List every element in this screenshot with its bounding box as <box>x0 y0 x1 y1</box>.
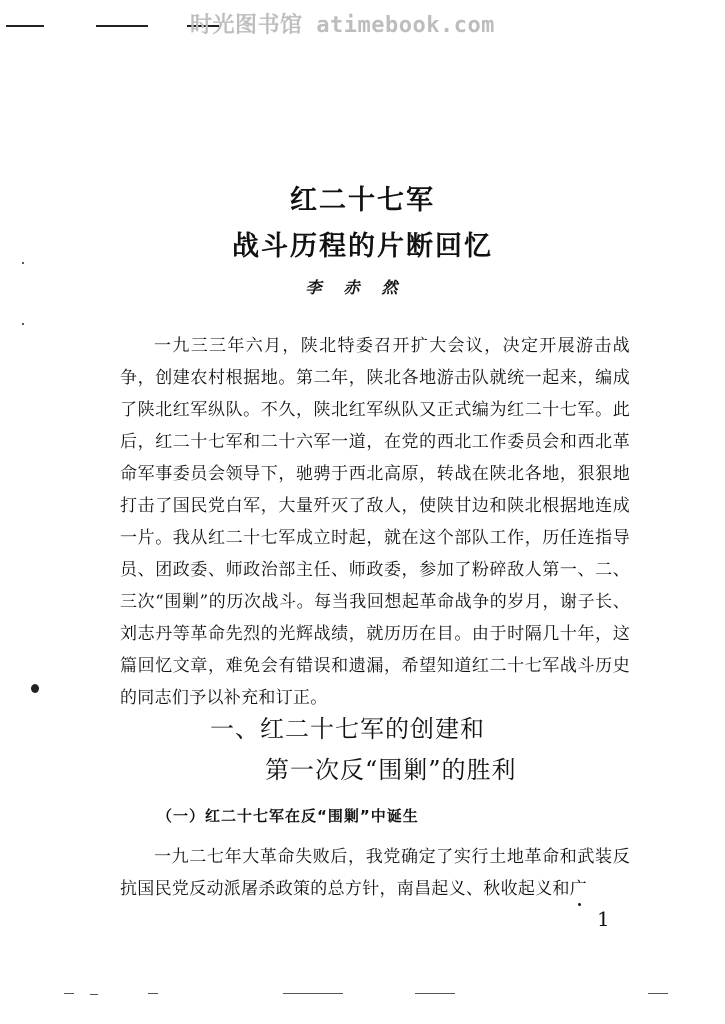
page-number: 1 <box>597 907 610 931</box>
scan-speck <box>22 262 24 264</box>
header-rule-middle <box>96 25 148 27</box>
scan-dash <box>148 993 158 994</box>
author-name: 李赤然 <box>305 278 420 297</box>
scan-speck <box>578 903 581 906</box>
section-heading-line2: 第一次反“围剿”的胜利 <box>265 756 517 784</box>
article-title-line2: 战斗历程的片断回忆 <box>232 231 493 262</box>
scan-dash <box>90 994 98 995</box>
subsection-heading: （一）红二十七军在反“围剿”中诞生 <box>157 807 419 825</box>
scan-dash <box>648 993 668 994</box>
body-paragraph: 一九二七年大革命失败后，我党确定了实行土地革命和武装反抗国民党反动派屠杀政策的总方针，南昌起义、秋收起义和广 <box>120 847 630 899</box>
scan-speck <box>22 323 24 325</box>
header-rule-left <box>6 25 44 27</box>
article-title-line1: 红二十七军 <box>290 185 435 216</box>
intro-paragraph: 一九三三年六月，陕北特委召开扩大会议，决定开展游击战争，创建农村根据地。第二年，陕北各地游击队就统一起来，编成了陕北红军纵队。不久，陕北红军纵队又正式编为红二十七军。此后，红二十七军和二十六军一道，在党的西北工作委员会和西北革命军事委员会领导下，驰骋于西北高原，转战在陕北各地，狠狠地打击了国民党白军，大量歼灭了敌人，使陕甘边和陕北根据地连成一片。我从红二十七军成立时起，就在这个部队工作，历任连指导员、团政委、师政治部主任、师政委，参加了粉碎敌人第一、二、三次“围剿”的历次战斗。每当我回想起革命战争的岁月，谢子长、刘志丹等革命先烈的光辉战绩，就历历在目。由于时隔几十年，这篇回忆文章，难免会有错误和遗漏，希望知道红二十七军战斗历史的同志们予以补充和订正。 <box>120 336 630 708</box>
scan-dash <box>64 993 74 994</box>
scan-speck <box>31 684 39 693</box>
section-heading-line1: 一、红二十七军的创建和 <box>210 715 485 743</box>
scan-dash <box>415 993 455 994</box>
header-bar <box>0 4 725 36</box>
watermark: 时光图书馆 atimebook.com <box>190 13 495 38</box>
scan-dash <box>283 993 343 994</box>
